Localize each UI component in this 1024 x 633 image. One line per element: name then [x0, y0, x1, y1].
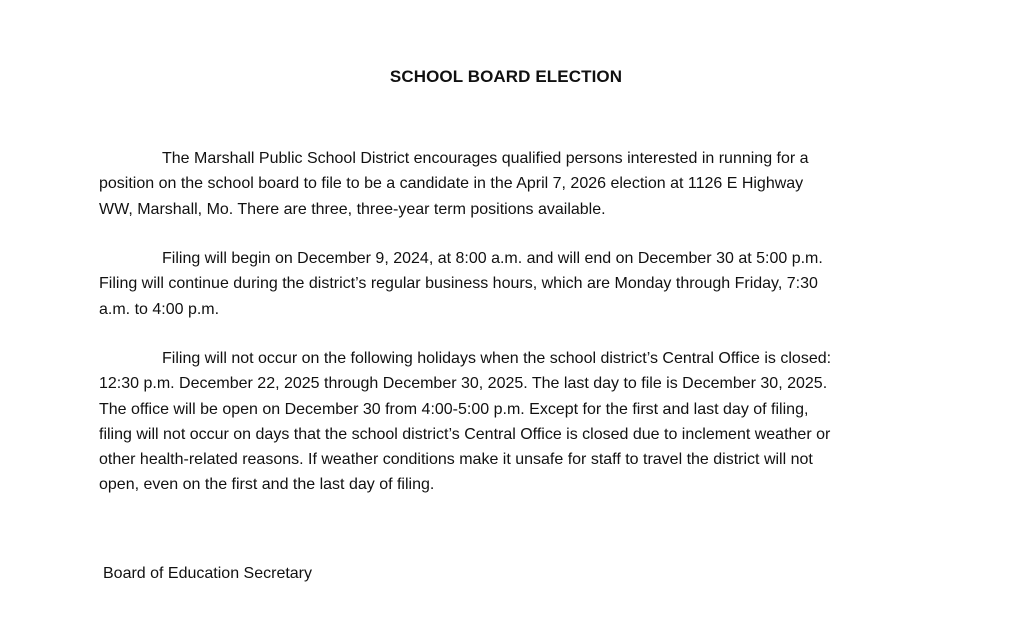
paragraph-line: other health-related reasons. If weather conditions make it unsafe for staff to travel the district will not — [99, 451, 813, 469]
paragraph-line: a.m. to 4:00 p.m. — [99, 300, 220, 318]
paragraph-filing-dates — [99, 246, 915, 322]
paragraph-line: Filing will continue during the district’s regular business hours, which are Monday through Friday, 7:30 — [99, 275, 818, 293]
paragraph-line: Filing will not occur on the following holidays when the school district’s Central Office is closed: — [162, 350, 832, 367]
document-title: SCHOOL BOARD ELECTION — [389, 67, 623, 86]
paragraph-filing-announcement — [99, 146, 915, 222]
paragraph-line: The office will be open on December 30 from 4:00-5:00 p.m. Except for the first and last day of filing, — [99, 400, 809, 418]
paragraph-line: WW, Marshall, Mo. There are three, three-year term positions available. — [99, 200, 606, 218]
paragraph-line: Filing will begin on December 9, 2024, at 8:00 a.m. and will end on December 30 at 5:00 p.m. — [162, 250, 823, 267]
signature-line: Board of Education Secretary — [103, 565, 313, 582]
paragraph-line: 12:30 p.m. December 22, 2025 through December 30, 2025. The last day to file is December 30, 2025. — [99, 375, 828, 393]
paragraph-line: open, even on the first and the last day of filing. — [99, 476, 435, 494]
paragraph-line: filing will not occur on days that the school district’s Central Office is closed due to inclement weather or — [99, 425, 831, 443]
paragraph-line: position on the school board to file to be a candidate in the April 7, 2026 election at 1126 E Highway — [99, 175, 804, 193]
paragraph-line: The Marshall Public School District encourages qualified persons interested in running for a — [162, 150, 809, 167]
paragraph-holiday-closures — [99, 346, 915, 498]
